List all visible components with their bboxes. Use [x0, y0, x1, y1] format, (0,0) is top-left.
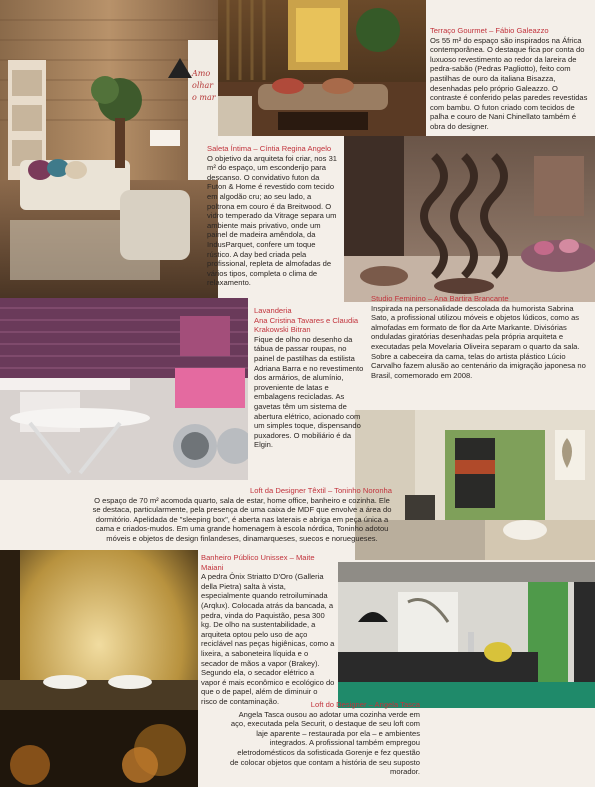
studio-title: Studio Feminino – Ana Bartira Brancante — [371, 294, 509, 303]
lavanderia-caption — [254, 306, 364, 450]
loft-designer-text: Angela Tasca ousou ao adotar uma cozinha verde em aço, executada pela Securit, o destaque de seu loft com laje aparente – restaurada por ela – e ambientes integrados. A profissional também empregou eletrodomésticos da sofisticada Gorenje e fez questão de colocar objetos que contam a história de seu suposto morador. — [230, 709, 420, 777]
studio-photo — [344, 136, 595, 302]
studio-text: Inspirada na personalidade descolada da humorista Sabrina Sato, a profissional utilizou móveis e objetos lúdicos, como as almofadas em formato de flor da Arte Markante. Divisórias onduladas giratórias desenhadas pela própria arquiteta e executadas pela Movelaria Oliveira separam o quarto da sala. Sobre a cabeceira da cama, telas do artista plástico Lúcio Carvalho fazem alusão ao centenário da imigração japonesa no Brasil, comemorado em 2008. — [371, 303, 586, 380]
saleta-text: O objetivo da arquiteta foi criar, nos 31 m² do espaço, um esconderijo para descanso. O convidativo futon da Futon & Home é revestido com tecido em algodão cru; ao seu lado, a poltrona em couro é da Breitwood. O vidro temperado da Vitrage separa um ambiente mais privativo, onde um painel de madeira amêndola, da IndusParquet, confere um toque rústico. A day bed criada pela profissional, repleta de almofadas de vários tipos, completa o clima de relaxamento. — [207, 153, 338, 288]
saleta-caption — [207, 144, 340, 288]
terraco-photo — [218, 0, 426, 136]
banheiro-photo — [0, 550, 198, 787]
loft-textil-caption — [92, 486, 392, 544]
lavanderia-text: Fique de olho no desenho da tábua de passar roupas, no painel de pastilhas da estilista Adriana Barra e no revestimento dos armários, de alumínio, proveniente de latas e embalagens recicladas. As gavetas têm um sistema de abertura elétrico, acionado com um simples toque, dispensando puxadores. O mobiliário é da Elgin. — [254, 334, 364, 450]
saleta-title: Saleta Íntima – Cíntia Regina Angelo — [207, 144, 332, 153]
loft-designer-caption — [228, 700, 420, 777]
studio-caption — [371, 294, 589, 380]
loft-textil-text: O espaço de 70 m² acomoda quarto, sala de estar, home office, banheiro e cozinha. Ele se destaca, particularmente, pela presença de uma caixa de MDF que envolve a área do dormitório. Apelidada de "sleeping box", é aberta nas laterais e abriga em peça única a cama e criados-mudos. Em uma grande homenagem à escola nórdica, Toninho adotou móveis e objetos de design finlandeses, dinamarqueses, suecos e noruegueses. — [92, 495, 392, 543]
loft-textil-title: Loft da Designer Têxtil – Toninho Noronha — [250, 486, 392, 495]
saleta-photo — [0, 0, 218, 298]
loft-designer-title: Loft do Designer – Angela Tasca — [310, 700, 420, 709]
lavanderia-photo — [0, 298, 248, 480]
lavanderia-title: Lavanderia — [254, 306, 292, 315]
banheiro-title: Banheiro Público Unissex – Maite Maiani — [201, 553, 315, 572]
terraco-title: Terraço Gourmet – Fábio Galeazzo — [430, 26, 549, 35]
wall-sign: Amo olhar o mar — [192, 69, 216, 102]
banheiro-caption — [201, 553, 335, 707]
banheiro-text: A pedra Ônix Striatto D'Oro (Galleria della Pietra) salta à vista, especialmente quando retroiluminada (Arqlux). Colocada atrás da bancada, a pedra, vinda do Paquistão, pesa 300 kg. De olho na sustentabilidade, a arquiteta optou pelo uso de aço reciclável nas peças higiênicas, como a lixeira, a saboneteira líquida e o secador de mãos a vapor (Brakey). Segundo ela, o secador elétrico a vapor é mais econômico e ecológico do que o de papel, além de diminuir o risco de contaminação. — [201, 572, 335, 706]
terraco-caption — [430, 26, 590, 132]
loft-designer-photo — [338, 562, 595, 708]
lavanderia-authors: Ana Cristina Tavares e Claudia Krakowski Bitran — [254, 315, 359, 335]
terraco-text: Os 55 m² do espaço são inspirados na África contemporânea. O destaque fica por conta do luxuoso revestimento ao redor da lareira de pedra-sabão (Pedras Pagliotto), feito com pastilhas de ouro da italiana Bisazza, desenhadas pelo próprio Galeazzo. O contraste é conferido pelas paredes revestidas com bambu. O futon criado com tecidos de palha e couro de Nani Chinellato também é obra do designer. — [430, 35, 588, 131]
